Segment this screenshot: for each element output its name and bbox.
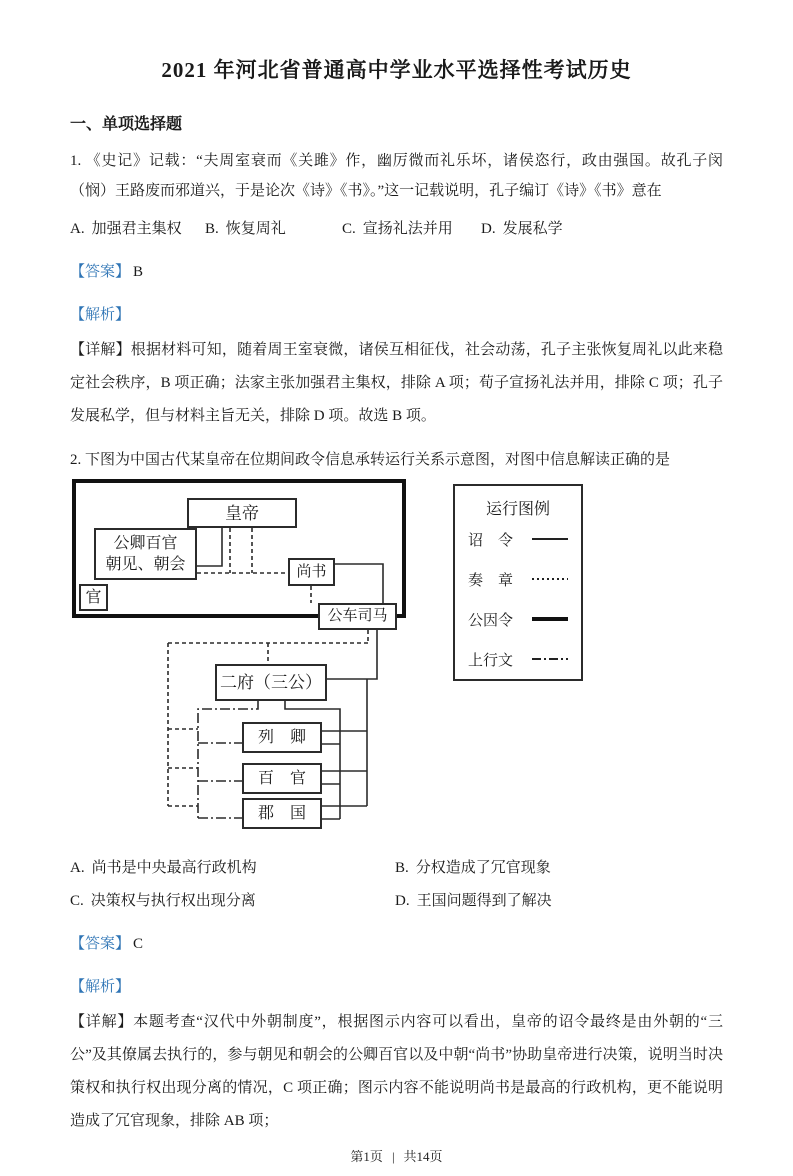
answer-value: B <box>133 264 144 280</box>
legend-label-shangxingwen: 上行文 <box>468 652 514 669</box>
exam-page <box>0 54 793 1176</box>
emperor-label: 皇帝 <box>225 503 259 523</box>
section-heading: 一、单项选择题 <box>70 116 183 133</box>
legend-line-dash-dot <box>532 658 568 660</box>
diagram-box-gongche-sima <box>318 603 397 630</box>
shangshu-label: 尚书 <box>296 563 327 580</box>
legend-line-thin-solid <box>532 538 568 540</box>
officials-audience-line1: 公卿百官 <box>113 535 178 552</box>
legend-label-gongyinling: 公因令 <box>468 612 514 629</box>
legend-row-zouzhang <box>455 559 581 599</box>
diagram-connectors <box>0 471 793 831</box>
guan-label: 官 <box>85 589 102 606</box>
question-2-answer-line <box>70 929 723 959</box>
diagram-box-emperor <box>187 498 297 528</box>
option-b-label: B. <box>205 221 219 237</box>
baiguan-label: 百 官 <box>257 770 306 787</box>
option-d <box>481 214 563 244</box>
junguo-label: 郡 国 <box>257 805 306 822</box>
question-2-options <box>70 853 723 916</box>
option-a <box>70 853 395 883</box>
diagram-box-lieqing <box>242 722 322 753</box>
answer-tag: 【答案】 <box>70 264 131 280</box>
diagram-box-officials-audience <box>94 528 197 580</box>
option-d-text: 王国问题得到了解决 <box>416 893 552 909</box>
option-c <box>342 214 481 244</box>
legend-title: 运行图例 <box>485 501 550 518</box>
diagram-box-junguo <box>242 798 322 829</box>
diagram-box-erfu-sangong <box>215 664 327 701</box>
option-a-text: 加强君主集权 <box>91 221 182 237</box>
answer-tag: 【答案】 <box>70 936 131 952</box>
footer-page-number: 第1页 <box>350 1149 383 1164</box>
erfu-sangong-label: 二府（三公） <box>220 673 322 692</box>
option-c-label: C. <box>342 221 356 237</box>
option-c-label: C. <box>70 893 84 909</box>
option-b <box>395 853 723 883</box>
legend-line-thick-solid <box>532 617 568 621</box>
legend-row-shangxingwen <box>455 639 581 679</box>
option-d-label: D. <box>395 893 410 909</box>
officials-audience-line2: 朝见、朝会 <box>105 556 186 573</box>
question-2-explanation: 【详解】本题考查“汉代中外朝制度”，根据图示内容可以看出，皇帝的诏令最终是由外朝的“三公”及其僚属去执行的，参与朝见和朝会的公卿百官以及中朝“尚书”协助皇帝进行决策，说明当时决策权和执行权出现分离的情况，C 项正确；图示内容不能说明尚书是最高的行政机构，更不能说明造成了冗官现象，排除 AB 项； <box>70 1014 723 1129</box>
option-a-label: A. <box>70 860 85 876</box>
answer-value: C <box>133 936 144 952</box>
option-d <box>395 886 723 916</box>
page-title: 2021 年河北省普通高中学业水平选择性考试历史 <box>161 58 632 82</box>
option-d-label: D. <box>481 221 496 237</box>
page-footer <box>0 1146 793 1165</box>
option-a-text: 尚书是中央最高行政机构 <box>91 860 257 876</box>
gongche-sima-label: 公车司马 <box>327 608 388 624</box>
question-1-answer-line <box>70 257 723 287</box>
option-b-text: 恢复周礼 <box>225 221 286 237</box>
legend-row-gongyinling <box>455 599 581 639</box>
legend-label-zhaoling: 诏 令 <box>468 532 514 549</box>
option-b <box>205 214 342 244</box>
legend-line-dotted <box>532 578 568 580</box>
lieqing-label: 列 卿 <box>257 729 306 746</box>
diagram-box-baiguan <box>242 763 322 794</box>
option-b-label: B. <box>395 860 409 876</box>
question-1-stem: 1. 《史记》记载：“夫周室衰而《关雎》作，幽厉微而礼乐坏，诸侯恣行，政由强国。故孔子闵（悯）王路废而邪道兴，于是论次《诗》《书》。”这一记载说明，孔子编订《诗》《书》意在 <box>70 153 723 199</box>
diagram-legend <box>453 484 583 681</box>
question-2-diagram <box>0 471 793 831</box>
question-1-explanation: 【详解】根据材料可知，随着周王室衰微，诸侯互相征伐，社会动荡，孔子主张恢复周礼以此来稳定社会秩序，B 项正确；法家主张加强君主集权，排除 A 项；荀子宣扬礼法并用，排除 C 项；孔子发展私学，但与材料主旨无关，排除 D 项。故选 B 项。 <box>70 342 723 424</box>
question-2-stem: 2. 下图为中国古代某皇帝在位期间政令信息承转运行关系示意图，对图中信息解读正确的是 <box>70 452 671 468</box>
document-body <box>0 54 793 1138</box>
option-a-label: A. <box>70 221 85 237</box>
question-1-options <box>70 214 723 244</box>
option-a <box>70 214 205 244</box>
analysis-tag: 【解析】 <box>70 307 131 323</box>
option-d-text: 发展私学 <box>502 221 563 237</box>
option-c <box>70 886 395 916</box>
diagram-box-guan <box>79 584 108 611</box>
footer-total-pages: 共14页 <box>403 1149 443 1164</box>
diagram-box-shangshu <box>288 558 335 586</box>
question-1-analysis-line <box>70 300 723 330</box>
option-c-text: 宣扬礼法并用 <box>362 221 453 237</box>
analysis-tag: 【解析】 <box>70 979 131 995</box>
question-2-analysis-line <box>70 972 723 1002</box>
legend-row-zhaoling <box>455 519 581 559</box>
option-b-text: 分权造成了冗官现象 <box>415 860 551 876</box>
option-c-text: 决策权与执行权出现分离 <box>90 893 256 909</box>
footer-separator: | <box>391 1149 395 1164</box>
legend-label-zouzhang: 奏 章 <box>468 572 514 589</box>
